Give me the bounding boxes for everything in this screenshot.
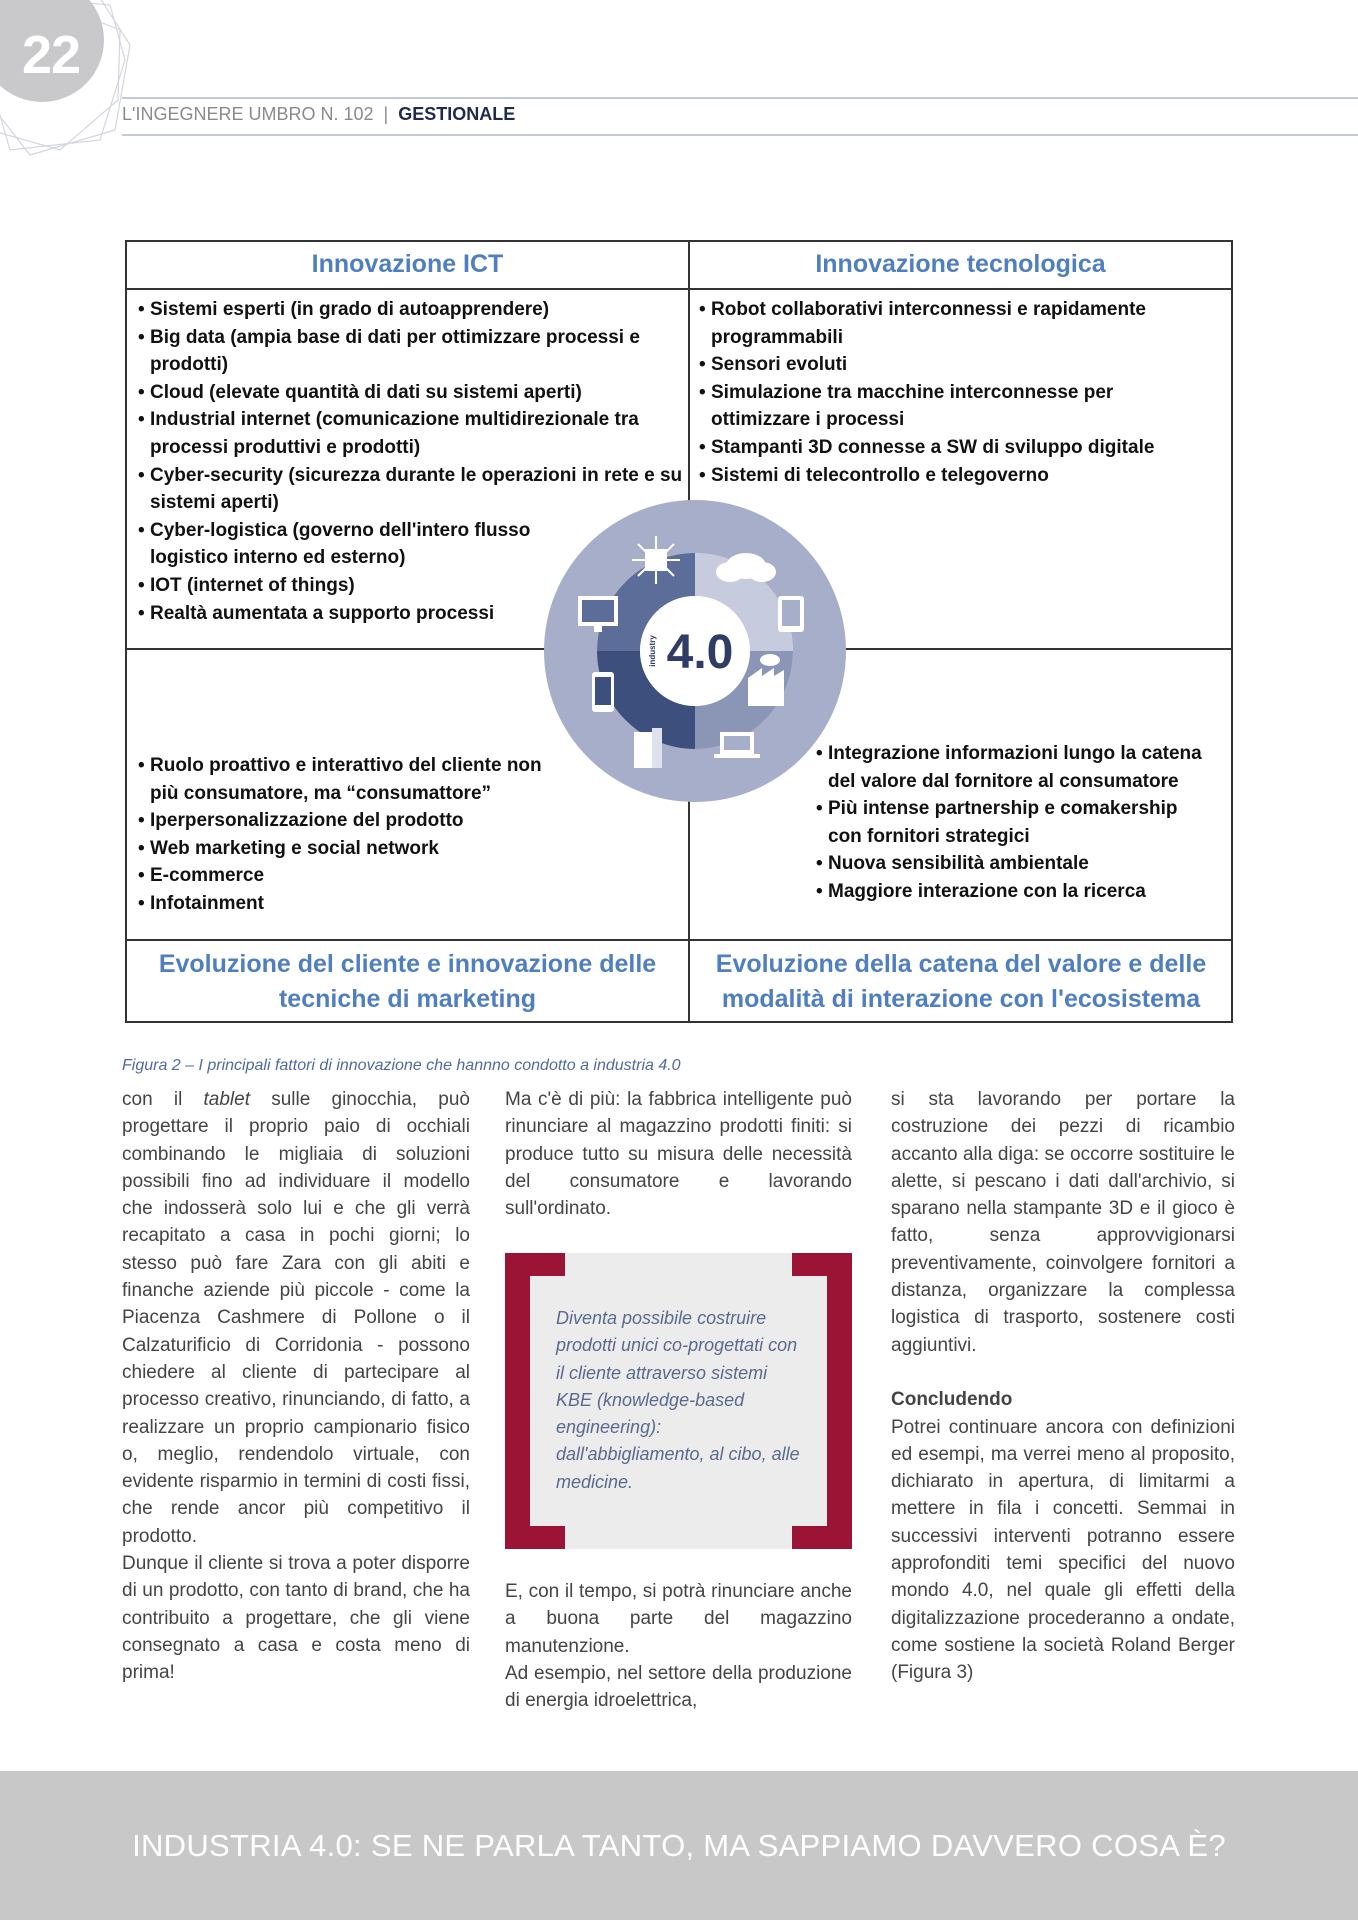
list-item: • Iperpersonalizzazione del prodotto <box>138 807 568 835</box>
list-item: • Più intense partnership e comakership con fornitori strategici <box>816 795 1216 850</box>
list-item: • Infotainment <box>138 890 568 918</box>
list-item: • Industrial internet (comunicazione multidirezionale tra processi produttivi e prodotti) <box>138 406 683 461</box>
list-item: • Web marketing e social network <box>138 835 568 863</box>
header-rule-top <box>122 97 1358 99</box>
quote-bracket-left-bottom <box>505 1526 565 1549</box>
section-name: GESTIONALE <box>398 104 516 124</box>
figure-title-tecnologica: Innovazione tecnologica <box>815 250 1106 278</box>
list-item: • Cyber-security (sicurezza durante le operazioni in rete e su sistemi aperti) <box>138 462 683 517</box>
page-number: 22 <box>21 25 81 85</box>
logo-vertical-word: industry <box>648 635 657 667</box>
paragraph: Ad esempio, nel settore della produzione di energia idroelettrica, <box>505 1662 852 1712</box>
list-item: • Simulazione tra macchine interconnesse per ottimizzare i processi <box>699 379 1199 434</box>
quote-bracket-right <box>827 1253 852 1549</box>
list-item: • Nuova sensibilità ambientale <box>816 850 1216 878</box>
article-column-3 <box>891 1086 1235 1687</box>
quote-bracket-left-top <box>505 1253 565 1276</box>
footer-article-title: INDUSTRIA 4.0: SE NE PARLA TANTO, MA SAPPIAMO DAVVERO COSA È? <box>132 1828 1226 1863</box>
list-item: • Sistemi esperti (in grado di autoapprendere) <box>138 296 683 324</box>
list-tecnologica <box>699 296 1199 489</box>
quote-bracket-right-bottom <box>792 1526 852 1549</box>
article-column-2-top <box>505 1086 852 1222</box>
text-run: con il <box>122 1089 204 1110</box>
list-item: • Cloud (elevate quantità di dati su sistemi aperti) <box>138 379 683 407</box>
sub-heading: Concludendo <box>891 1389 1013 1411</box>
figure-title-divider <box>125 288 1233 290</box>
list-item: • Ruolo proattivo e interattivo del cliente non più consumatore, ma “consumattore” <box>138 752 568 807</box>
paragraph: Dunque il cliente si trova a poter disporre di un prodotto, con tanto di brand, che ha contribuito a progettare, che gli viene consegnato a casa e costa meno di prima! <box>122 1553 470 1684</box>
list-catena <box>816 740 1216 906</box>
figure-footer-cliente: Evoluzione del cliente e innovazione delle tecniche di marketing <box>158 950 657 1013</box>
list-item: • Cyber-logistica (governo dell'intero flusso logistico interno ed esterno) <box>138 517 570 572</box>
tablet-icon <box>778 596 804 632</box>
list-item: • Big data (ampia base di dati per ottimizzare processi e prodotti) <box>138 324 683 379</box>
list-cliente <box>138 752 568 918</box>
list-item: • Sensori evoluti <box>699 351 1199 379</box>
figure-caption: Figura 2 – I principali fattori di innovazione che hannno condotto a industria 4.0 <box>122 1057 681 1074</box>
article-column-2-bottom <box>505 1578 852 1714</box>
paragraph-spacer <box>891 1359 1235 1386</box>
pull-quote-text: Diventa possibile costruire prodotti unici co-progettati con il cliente attraverso sistemi KBE (knowledge-based engineering): dall'abbigliamento, al cibo, alle medicine. <box>556 1308 800 1492</box>
header-separator: | <box>383 104 389 124</box>
paragraph: Ma c'è di più: la fabbrica intelligente può rinunciare al magazzino prodotti finiti: si produce tutto su misura delle necessità del consumatore e lavorando sull'ordinato. <box>505 1089 852 1220</box>
figure-footer-divider <box>125 939 1233 941</box>
quote-bracket-left <box>505 1253 530 1549</box>
list-item: • Integrazione informazioni lungo la catena del valore dal fornitore al consumatore <box>816 740 1216 795</box>
figure-title-ict: Innovazione ICT <box>311 250 504 278</box>
smartphone-icon <box>592 672 614 712</box>
logo-label: 4.0 <box>666 626 734 679</box>
text-run: sulle ginocchia, può progettare il proprio paio di occhiali combinando le migliaia di soluzioni possibili fino ad individuare il modello che indosserà solo lui e che gli verrà recapitato a casa in pochi giorni; lo stesso può fare Zara con gli abiti e finanche aziende più piccole - come la Piacenza Cashmere di Pollone o il Calzaturificio di Corridonia - possono chiedere al cliente di partecipare al processo creativo, rinunciando, di fatto, a realizzare un proprio campionario fisico o, meglio, rendendolo virtuale, con evidente risparmio in termini di costi fissi, che rende ancor più competitivo il prodotto. <box>122 1089 470 1547</box>
quote-bracket-right-top <box>792 1253 852 1276</box>
italic-term: tablet <box>203 1089 250 1110</box>
list-item: • Sistemi di telecontrollo e telegoverno <box>699 462 1199 490</box>
paragraph <box>122 1086 470 1550</box>
list-item: • Stampanti 3D connesse a SW di sviluppo digitale <box>699 434 1199 462</box>
list-item: • Maggiore interazione con la ricerca <box>816 878 1216 906</box>
server-icon <box>634 728 662 768</box>
paragraph: si sta lavorando per portare la costruzione dei pezzi di ricambio accanto alla diga: se occorre sostituire le alette, si pescano i dati dall'archivio, si sparano nella stampante 3D e il gioco è fatto, senza approvvigionarsi preventivamente, coinvolgere fornitori a distanza, organizzare la complessa logistica di trasporto, sostenere costi aggiuntivi. <box>891 1089 1235 1356</box>
paragraph: Potrei continuare ancora con definizioni ed esempi, ma verrei meno al proposito, dichiarato in apertura, di limitarmi a mettere in fila i concetti. Semmai in successivi interventi potranno essere approfonditi temi specifici del nuovo mondo 4.0, nel quale gli effetti della digitalizzazione procederanno a ondate, come sostiene la società Roland Berger (Figura 3) <box>891 1416 1235 1684</box>
figure-footer-catena: Evoluzione della catena del valore e delle modalità di interazione con l'ecosistema <box>715 950 1207 1013</box>
magazine-title: L'INGEGNERE UMBRO N. 102 <box>122 104 374 124</box>
list-item: • Realtà aumentata a supporto processi <box>138 600 683 628</box>
list-item: • Robot collaborativi interconnessi e rapidamente programmabili <box>699 296 1199 351</box>
laptop-icon <box>714 732 760 758</box>
list-item: • IOT (internet of things) <box>138 572 683 600</box>
running-header <box>122 104 515 125</box>
header-rule-bottom <box>122 134 1358 136</box>
paragraph: E, con il tempo, si potrà rinunciare anche a buona parte del magazzino manutenzione. <box>505 1581 852 1657</box>
list-item: • E-commerce <box>138 862 568 890</box>
article-column-1 <box>122 1086 470 1687</box>
industry-4-0-logo <box>534 500 856 802</box>
